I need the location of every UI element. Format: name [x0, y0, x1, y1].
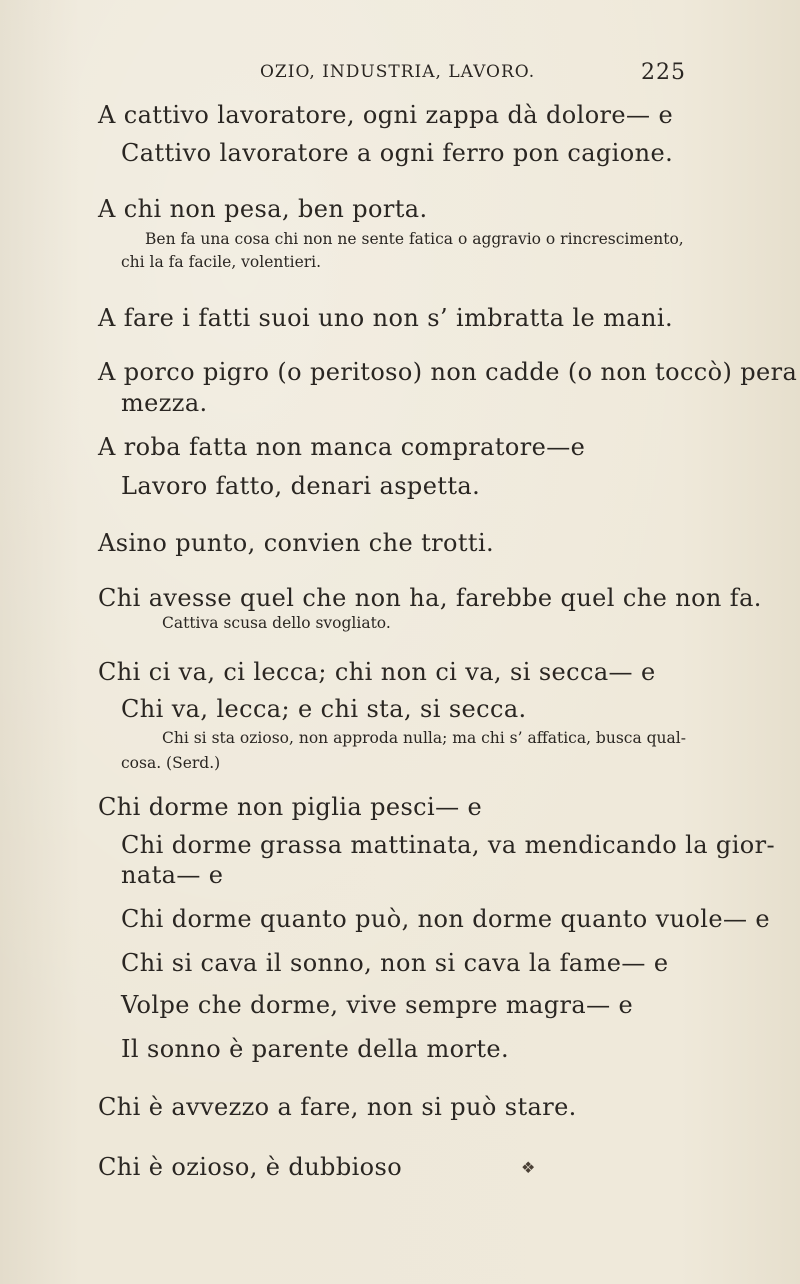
proverb-line: A fare i fatti suoi uno non s’ imbratta le mani. [98, 304, 673, 332]
proverb-note: chi la fa facile, volentieri. [121, 253, 322, 271]
running-title: OZIO, INDUSTRIA, LAVORO. [260, 62, 536, 82]
proverb-line: A chi non pesa, ben porta. [98, 195, 428, 223]
proverb-note: Chi si sta ozioso, non approda nulla; ma chi s’ affatica, busca qual- [162, 729, 686, 747]
proverb-note: Ben fa una cosa chi non ne sente fatica o aggravio o rincrescimento, [145, 230, 684, 248]
proverb-line: Chi va, lecca; e chi sta, si secca. [121, 695, 527, 723]
proverb-line: Il sonno è parente della morte. [121, 1035, 510, 1063]
proverb-line: Volpe che dorme, vive sempre magra— e [121, 991, 634, 1019]
proverb-note: Cattiva scusa dello svogliato. [162, 614, 391, 632]
proverb-line: Lavoro fatto, denari aspetta. [121, 472, 481, 500]
proverb-note: cosa. (Serd.) [121, 754, 221, 772]
page-number: 225 [641, 60, 686, 85]
ornament-icon: ❖ [521, 1158, 536, 1177]
proverb-line: Chi è avvezzo a fare, non si può stare. [98, 1093, 577, 1121]
proverb-line: mezza. [121, 389, 208, 417]
proverb-line: A roba fatta non manca compratore—e [98, 433, 586, 461]
proverb-line: Chi è ozioso, è dubbioso [98, 1153, 403, 1181]
proverb-line: Chi dorme non piglia pesci— e [98, 793, 483, 821]
proverb-line: A porco pigro (o peritoso) non cadde (o non toccò) pera [98, 358, 798, 386]
page-header [0, 62, 800, 90]
proverb-line: Cattivo lavoratore a ogni ferro pon cagione. [121, 139, 674, 167]
proverb-line: Chi dorme grassa mattinata, va mendicando la gior- [121, 831, 776, 859]
proverb-line: Chi avesse quel che non ha, farebbe quel che non fa. [98, 584, 762, 612]
proverb-line: Chi si cava il sonno, non si cava la fame— e [121, 949, 669, 977]
proverb-line: Chi dorme quanto può, non dorme quanto vuole— e [121, 905, 770, 933]
proverb-line: Chi ci va, ci lecca; chi non ci va, si secca— e [98, 658, 656, 686]
proverb-line: nata— e [121, 861, 224, 889]
proverb-line: Asino punto, convien che trotti. [98, 529, 495, 557]
proverb-line: A cattivo lavoratore, ogni zappa dà dolore— e [98, 101, 674, 129]
